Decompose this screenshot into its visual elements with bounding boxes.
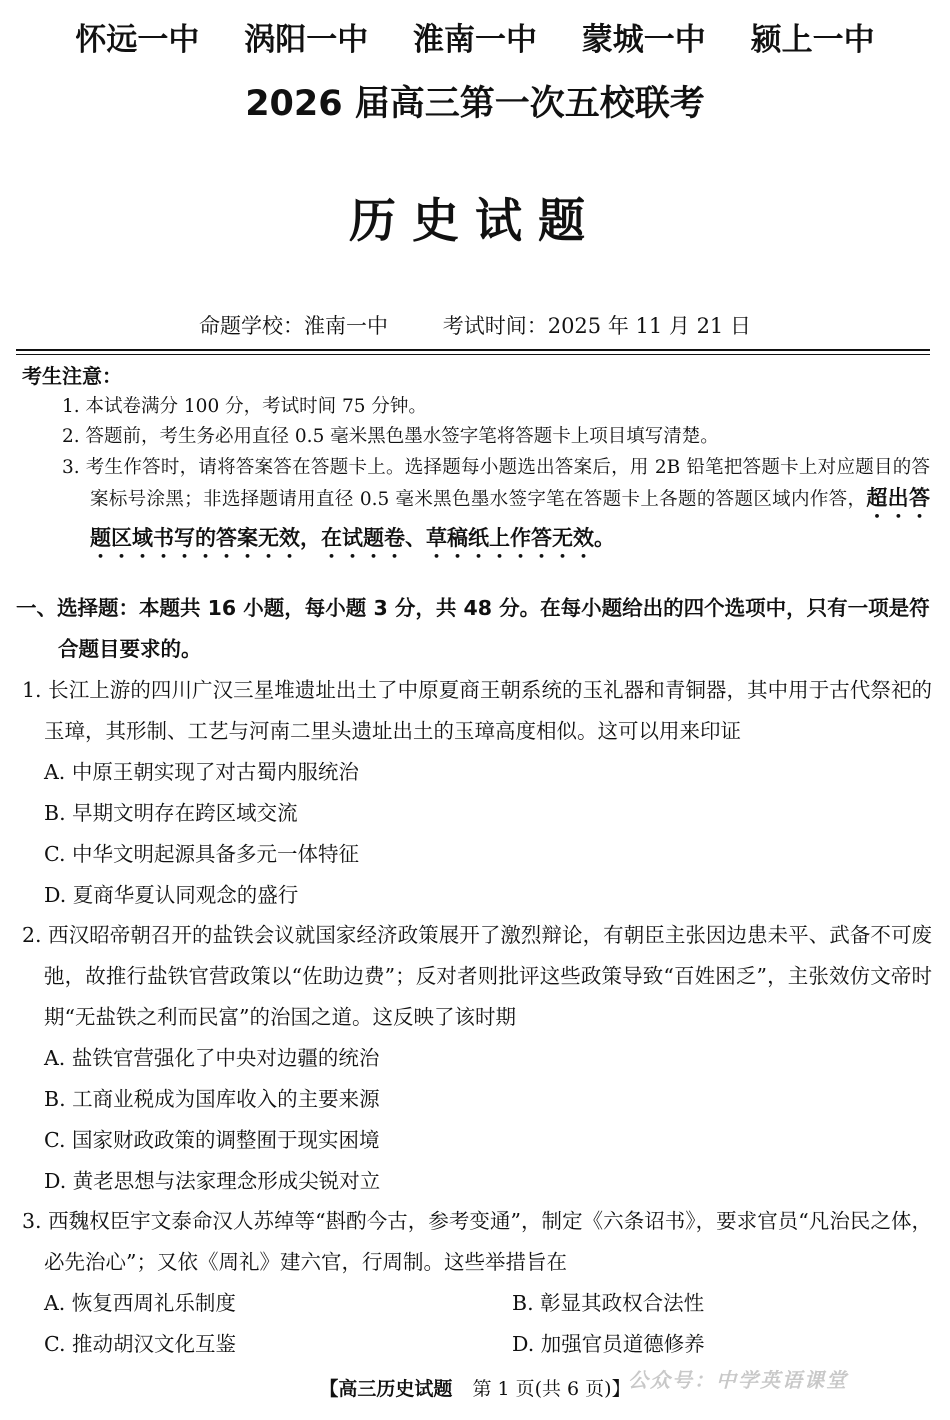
option: C. 中华文明起源具备多元一体特征 <box>44 842 359 866</box>
exam-date: 考试时间：2025 年 11 月 21 日 <box>442 314 751 338</box>
notice-heading: 考生注意： <box>22 364 122 388</box>
option: A. 盐铁官营强化了中央对边疆的统治 <box>44 1046 380 1070</box>
option: D. 黄老思想与法家理念形成尖锐对立 <box>44 1169 381 1193</box>
notice-emphasis: 超出答题区域书写的答案无效，在试题卷、草稿纸上作答无效。 <box>90 486 931 550</box>
notice-item: 1. 本试卷满分 100 分，考试时间 75 分钟。 <box>62 396 427 417</box>
page-number: 第 1 页(共 6 页)】 <box>472 1378 631 1400</box>
question <box>22 670 932 916</box>
notice-item <box>62 453 930 563</box>
option: B. 彰显其政权合法性 <box>512 1291 705 1315</box>
notice-item: 2. 答题前，考生务必用直径 0.5 毫米黑色墨水签字笔将答题卡上项目填写清楚。 <box>62 426 719 447</box>
question <box>22 1201 932 1356</box>
notice-item-text: 3. 考生作答时，请将答案答在答题卡上。选择题每小题选出答案后，用 2B 铅笔把答题卡上对应题目的答案标号涂黑；非选择题请用直径 0.5 毫米黑色墨水签字笔在答题卡上各题的答题区域内作答， <box>62 457 930 510</box>
school-list <box>0 14 950 59</box>
setter-school: 命题学校：淮南一中 <box>199 314 389 338</box>
option: D. 加强官员道德修养 <box>512 1332 705 1356</box>
question-stem: 2. 西汉昭帝朝召开的盐铁会议就国家经济政策展开了激烈辩论，有朝臣主张因边患未平、武备不可废弛，故推行盐铁官营政策以“佐助边费”；反对者则批评这些政策导致“百姓困乏”，主张效仿文帝时期“无盐铁之利而民富”的治国之道。这反映了该时期 <box>22 923 932 1029</box>
school-name: 颍上一中 <box>750 22 875 58</box>
option: B. 早期文明存在跨区域交流 <box>44 801 298 825</box>
option: D. 夏商华夏认同观念的盛行 <box>44 883 299 907</box>
subject-title: 历史试题 <box>349 194 601 249</box>
header-rule <box>16 349 930 351</box>
option: C. 推动胡汉文化互鉴 <box>44 1332 236 1356</box>
footer-label: 【高三历史试题 <box>319 1378 453 1400</box>
question <box>22 915 932 1202</box>
question-stem: 3. 西魏权臣宇文泰命汉人苏绰等“斟酌今古，参考变通”，制定《六条诏书》，要求官员“凡治民之体，必先治心”；又依《周礼》建六官，行周制。这些举措旨在 <box>22 1209 932 1274</box>
watermark: 公众号：中学英语课堂 <box>628 1368 848 1392</box>
school-name: 怀远一中 <box>75 22 200 58</box>
option: B. 工商业税成为国库收入的主要来源 <box>44 1087 380 1111</box>
exam-title: 2026 届高三第一次五校联考 <box>245 84 705 124</box>
school-name: 涡阳一中 <box>244 22 369 58</box>
school-name: 淮南一中 <box>413 22 537 58</box>
header-rule-thin <box>16 354 930 355</box>
question-stem: 1. 长江上游的四川广汉三星堆遗址出土了中原夏商王朝系统的玉礼器和青铜器，其中用于古代祭祀的玉璋，其形制、工艺与河南二里头遗址出土的玉璋高度相似。这可以用来印证 <box>22 678 932 743</box>
option: C. 国家财政政策的调整囿于现实困境 <box>44 1128 380 1152</box>
exam-meta <box>0 310 950 340</box>
school-name: 蒙城一中 <box>581 22 706 58</box>
section-heading: 一、选择题：本题共 16 小题，每小题 3 分，共 48 分。在每小题给出的四个选项中，只有一项是符合题目要求的。 <box>16 596 930 661</box>
option: A. 中原王朝实现了对古蜀内服统治 <box>44 760 359 784</box>
option: A. 恢复西周礼乐制度 <box>44 1291 236 1315</box>
